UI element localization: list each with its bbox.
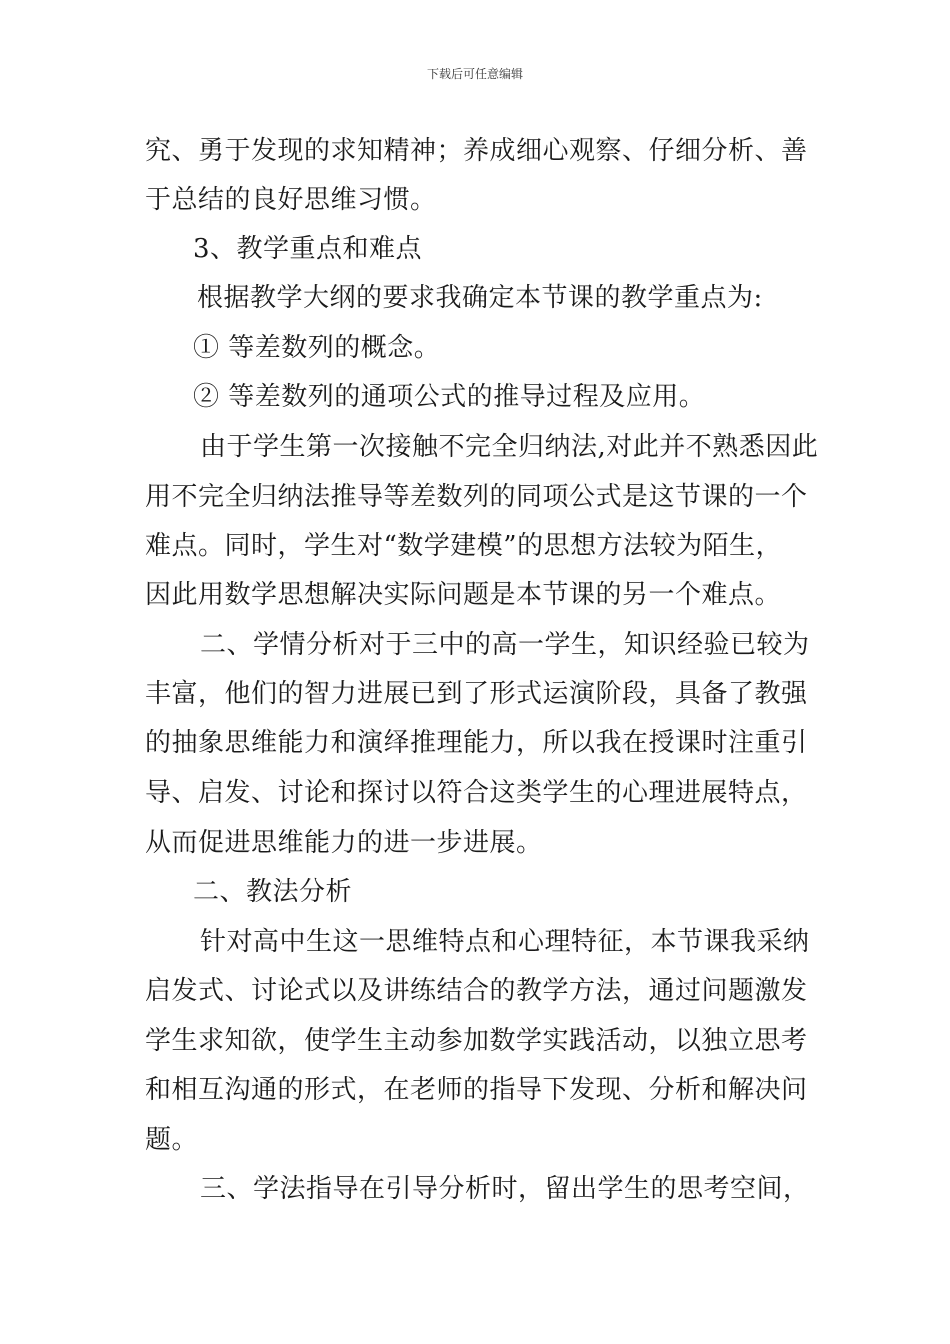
list-item: ① 等差数列的概念。 [193, 333, 441, 363]
body-line: 学生求知欲，使学生主动参加数学实践活动，以独立思考 [145, 1026, 808, 1056]
section-heading: 二、教法分析 [193, 877, 353, 907]
body-line: 的抽象思维能力和演绎推理能力，所以我在授课时注重引 [145, 728, 808, 758]
body-line: 因此用数学思想解决实际问题是本节课的另一个难点。 [145, 580, 782, 610]
body-line: 从而促进思维能力的进一步进展。 [145, 828, 543, 858]
body-line: 和相互沟通的形式，在老师的指导下发现、分析和解决问 [145, 1075, 808, 1105]
body-line: 用不完全归纳法推导等差数列的同项公式是这节课的一个 [145, 482, 808, 512]
list-item: ② 等差数列的通项公式的推导过程及应用。 [193, 382, 706, 412]
body-line: 启发式、讨论式以及讲练结合的教学方法，通过问题激发 [145, 976, 808, 1006]
body-line: 导、启发、讨论和探讨以符合这类学生的心理进展特点， [145, 778, 808, 808]
body-line: 根据教学大纲的要求我确定本节课的教学重点为: [197, 283, 763, 313]
body-line: 丰富，他们的智力进展已到了形式运演阶段，具备了教强 [145, 679, 808, 709]
body-line: 题。 [145, 1125, 199, 1155]
section-heading: 3、教学重点和难点 [193, 234, 423, 264]
page-header-note: 下载后可任意编辑 [426, 67, 523, 81]
section-heading: 三、学法指导在引导分析时，留出学生的思考空间， [200, 1174, 810, 1204]
body-line: 由于学生第一次接触不完全归纳法,对此并不熟悉因此 [200, 432, 819, 462]
body-line: 针对高中生这一思维特点和心理特征，本节课我采纳 [200, 927, 810, 957]
section-heading: 二、学情分析对于三中的高一学生，知识经验已较为 [200, 630, 810, 660]
body-line: 难点。同时，学生对“数学建模”的思想方法较为陌生， [145, 531, 783, 561]
body-line: 于总结的良好思维习惯。 [145, 185, 437, 215]
body-line: 究、勇于发现的求知精神；养成细心观察、仔细分析、善 [145, 136, 808, 166]
